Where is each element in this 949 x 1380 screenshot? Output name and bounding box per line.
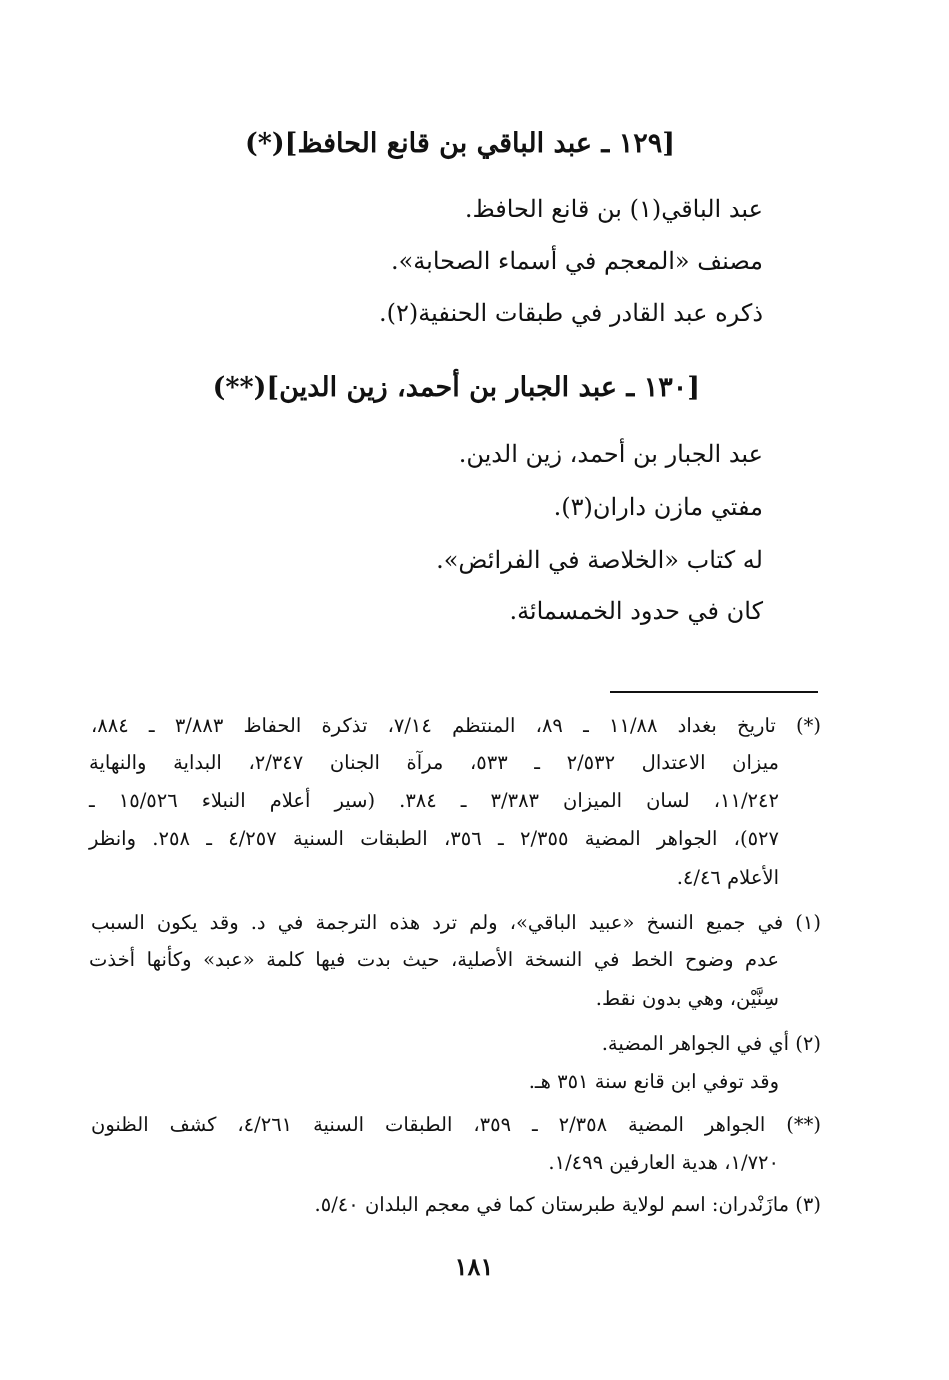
footnote-star-line-1: (*) تاريخ بغداد ١١/٨٨ ـ ٨٩، المنتظم ٧/١٤، تذكرة الحفاظ ٣/٨٨٣ ـ ٨٨٤، <box>91 714 821 737</box>
footnote-1-line-3: سِنَّيْن، وهي بدون نقط. <box>595 987 779 1010</box>
footnote-2-line-2: وقد توفي ابن قانع سنة ٣٥١ هـ. <box>528 1070 779 1093</box>
entry-130-line-4: كان في حدود الخمسمائة. <box>509 597 763 625</box>
footnote-double-star-line-2: ١/٧٢٠، هدية العارفين ١/٤٩٩. <box>548 1151 779 1174</box>
entry-130-line-3: له كتاب «الخلاصة في الفرائض». <box>436 546 763 574</box>
footnote-star-line-5: الأعلام ٤/٤٦. <box>676 866 779 889</box>
footnote-separator <box>610 691 818 693</box>
footnote-1-line-2: عدم وضوح الخط في النسخة الأصلية، حيث بدت فيها كلمة «عبد» وكأنها أخذت <box>89 948 779 971</box>
footnote-star-line-4: ٥٢٧)، الجواهر المضية ٢/٣٥٥ ـ ٣٥٦، الطبقات السنية ٤/٢٥٧ ـ ٢٥٨. وانظر <box>89 827 779 850</box>
entry-130-heading: [١٣٠ ـ عبد الجبار بن أحمد، زين الدين](**) <box>212 372 700 403</box>
entry-129-line-1: عبد الباقي(١) بن قانع الحافظ. <box>464 195 763 223</box>
entry-130-line-2: مفتي مازن داران(٣). <box>553 493 763 521</box>
entry-129-heading: [١٢٩ ـ عبد الباقي بن قانع الحافظ](*) <box>245 128 675 159</box>
page-number: ١٨١ <box>454 1252 494 1281</box>
entry-129-line-3: ذكره عبد القادر في طبقات الحنفية(٢). <box>378 299 763 327</box>
footnote-star-line-3: ١١/٢٤٢، لسان الميزان ٣/٣٨٣ ـ ٣٨٤. (سير أعلام النبلاء ١٥/٥٢٦ ـ <box>89 789 779 812</box>
footnote-2-line-1: (٢) أي في الجواهر المضية. <box>601 1032 821 1055</box>
footnote-double-star-line-1: (**) الجواهر المضية ٢/٣٥٨ ـ ٣٥٩، الطبقات السنية ٤/٢٦١، كشف الظنون <box>91 1113 821 1136</box>
entry-129-line-2: مصنف «المعجم في أسماء الصحابة». <box>390 247 763 275</box>
footnote-star-line-2: ميزان الاعتدال ٢/٥٣٢ ـ ٥٣٣، مرآة الجنان ٢/٣٤٧، البداية والنهاية <box>89 751 779 774</box>
footnote-1-line-1: (١) في جميع النسخ «عبيد الباقي»، ولم ترد هذه الترجمة في د. وقد يكون السبب <box>91 911 821 934</box>
entry-130-line-1: عبد الجبار بن أحمد، زين الدين. <box>458 440 763 468</box>
footnote-3-line-1: (٣) مازَنْدران: اسم لولاية طبرستان كما في معجم البلدان ٥/٤٠. <box>314 1193 821 1216</box>
